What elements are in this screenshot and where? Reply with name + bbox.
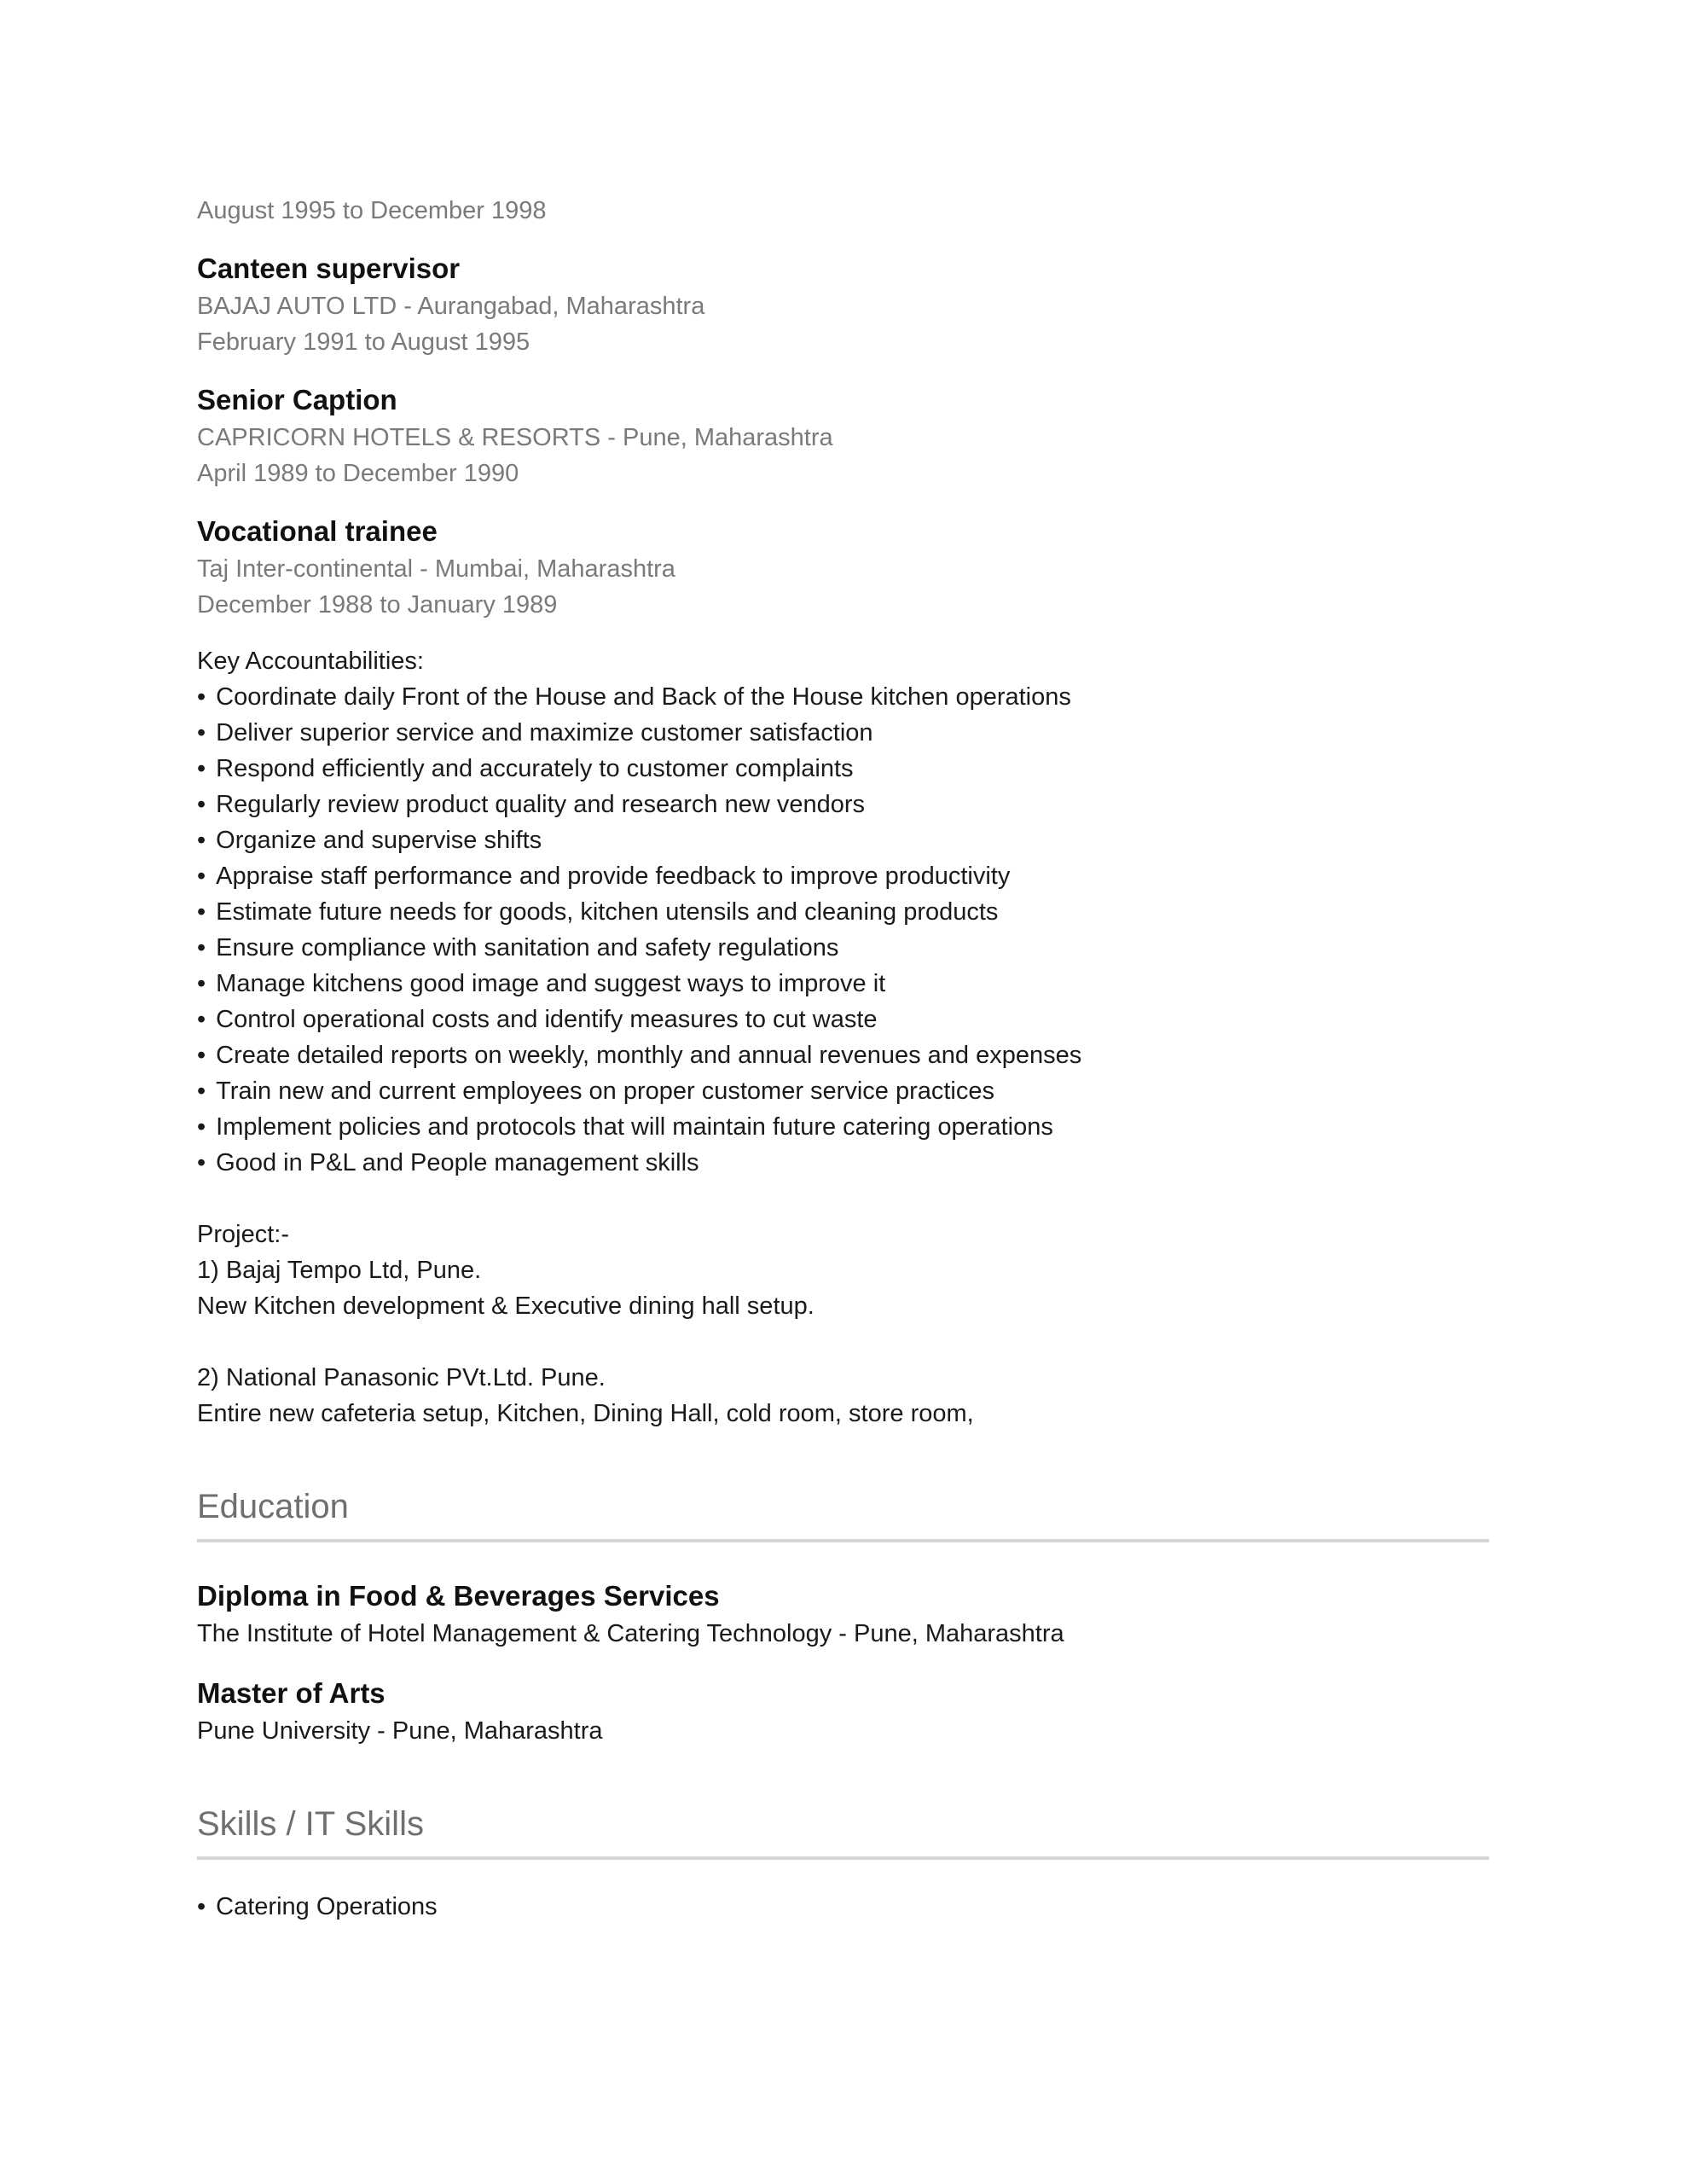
education-section-heading: Education xyxy=(197,1488,349,1525)
list-item-text: Train new and current employees on proper customer service practices xyxy=(216,1077,994,1105)
bullet-icon: • xyxy=(197,863,206,890)
bullet-icon: • xyxy=(197,1149,206,1176)
bullet-icon: • xyxy=(197,1042,206,1069)
list-item-text: Implement policies and protocols that will maintain future catering operations xyxy=(216,1113,1053,1141)
list-item xyxy=(197,679,1489,715)
list-item xyxy=(197,966,1489,1002)
job-title: Canteen supervisor xyxy=(197,253,461,284)
job-dates: December 1988 to January 1989 xyxy=(197,591,558,619)
bullet-icon: • xyxy=(197,934,206,961)
degree-school: The Institute of Hotel Management & Catering Technology - Pune, Maharashtra xyxy=(197,1620,1064,1647)
bullet-icon: • xyxy=(197,791,206,818)
bullet-icon: • xyxy=(197,1893,206,1920)
education-entry xyxy=(197,1674,1489,1749)
job-dates: April 1989 to December 1990 xyxy=(197,460,519,487)
bullet-icon: • xyxy=(197,970,206,997)
bullet-icon: • xyxy=(197,898,206,926)
job-title: Vocational trainee xyxy=(197,515,438,547)
list-item xyxy=(197,1037,1489,1073)
list-item xyxy=(197,787,1489,822)
blank-line xyxy=(197,1181,1489,1217)
list-item-text: Regularly review product quality and research new vendors xyxy=(216,791,865,818)
skills-section-heading: Skills / IT Skills xyxy=(197,1805,424,1843)
section-divider xyxy=(197,1856,1489,1860)
list-item xyxy=(197,1889,1489,1925)
projects-label: Project:- xyxy=(197,1221,289,1248)
list-item xyxy=(197,894,1489,930)
bullet-icon: • xyxy=(197,1006,206,1033)
list-item-text: Estimate future needs for goods, kitchen utensils and cleaning products xyxy=(216,898,999,926)
project-line: Entire new cafeteria setup, Kitchen, Dining Hall, cold room, store room, xyxy=(197,1400,974,1427)
bullet-icon: • xyxy=(197,1077,206,1105)
project-line: 1) Bajaj Tempo Ltd, Pune. xyxy=(197,1257,482,1284)
list-item-text: Control operational costs and identify measures to cut waste xyxy=(216,1006,878,1033)
list-item-text: Catering Operations xyxy=(216,1893,438,1920)
project-line: New Kitchen development & Executive dining hall setup. xyxy=(197,1292,815,1320)
job-entry xyxy=(197,249,1489,360)
list-item xyxy=(197,858,1489,894)
section-divider xyxy=(197,1539,1489,1542)
bullet-icon: • xyxy=(197,827,206,854)
degree-title: Master of Arts xyxy=(197,1677,386,1709)
list-item xyxy=(197,822,1489,858)
list-item xyxy=(197,1002,1489,1037)
list-item-text: Respond efficiently and accurately to customer complaints xyxy=(216,755,854,782)
bullet-icon: • xyxy=(197,683,206,711)
accountabilities-label: Key Accountabilities: xyxy=(197,648,424,675)
project-line: 2) National Panasonic PVt.Ltd. Pune. xyxy=(197,1364,606,1391)
projects-section xyxy=(197,1181,1489,1432)
degree-school: Pune University - Pune, Maharashtra xyxy=(197,1717,603,1745)
list-item-text: Ensure compliance with sanitation and safety regulations xyxy=(216,934,839,961)
job-dates: February 1991 to August 1995 xyxy=(197,328,530,356)
job-title: Senior Caption xyxy=(197,384,397,415)
list-item-text: Deliver superior service and maximize customer satisfaction xyxy=(216,719,873,746)
bullet-icon: • xyxy=(197,719,206,746)
list-item-text: Good in P&L and People management skills xyxy=(216,1149,699,1176)
previous-job-dates: August 1995 to December 1998 xyxy=(197,197,547,224)
accountabilities-section xyxy=(197,643,1489,1181)
list-item-text: Coordinate daily Front of the House and Back of the House kitchen operations xyxy=(216,683,1071,711)
list-item xyxy=(197,930,1489,966)
list-item-text: Organize and supervise shifts xyxy=(216,827,542,854)
list-item-text: Create detailed reports on weekly, monthly and annual revenues and expenses xyxy=(216,1042,1082,1069)
list-item xyxy=(197,1109,1489,1145)
bullet-icon: • xyxy=(197,1113,206,1141)
job-entry xyxy=(197,380,1489,491)
list-item xyxy=(197,1073,1489,1109)
list-item-text: Appraise staff performance and provide feedback to improve productivity xyxy=(216,863,1011,890)
resume-page xyxy=(197,0,1489,1925)
list-item xyxy=(197,1145,1489,1181)
job-company: Taj Inter-continental - Mumbai, Maharashtra xyxy=(197,555,675,583)
list-item xyxy=(197,715,1489,751)
blank-line xyxy=(197,1324,1489,1360)
bullet-icon: • xyxy=(197,755,206,782)
list-item-text: Manage kitchens good image and suggest ways to improve it xyxy=(216,970,886,997)
degree-title: Diploma in Food & Beverages Services xyxy=(197,1580,720,1612)
job-entry xyxy=(197,512,1489,623)
job-company: CAPRICORN HOTELS & RESORTS - Pune, Maharashtra xyxy=(197,424,833,451)
list-item xyxy=(197,751,1489,787)
job-company: BAJAJ AUTO LTD - Aurangabad, Maharashtra xyxy=(197,293,705,320)
education-entry xyxy=(197,1577,1489,1652)
skills-list xyxy=(197,1889,1489,1925)
